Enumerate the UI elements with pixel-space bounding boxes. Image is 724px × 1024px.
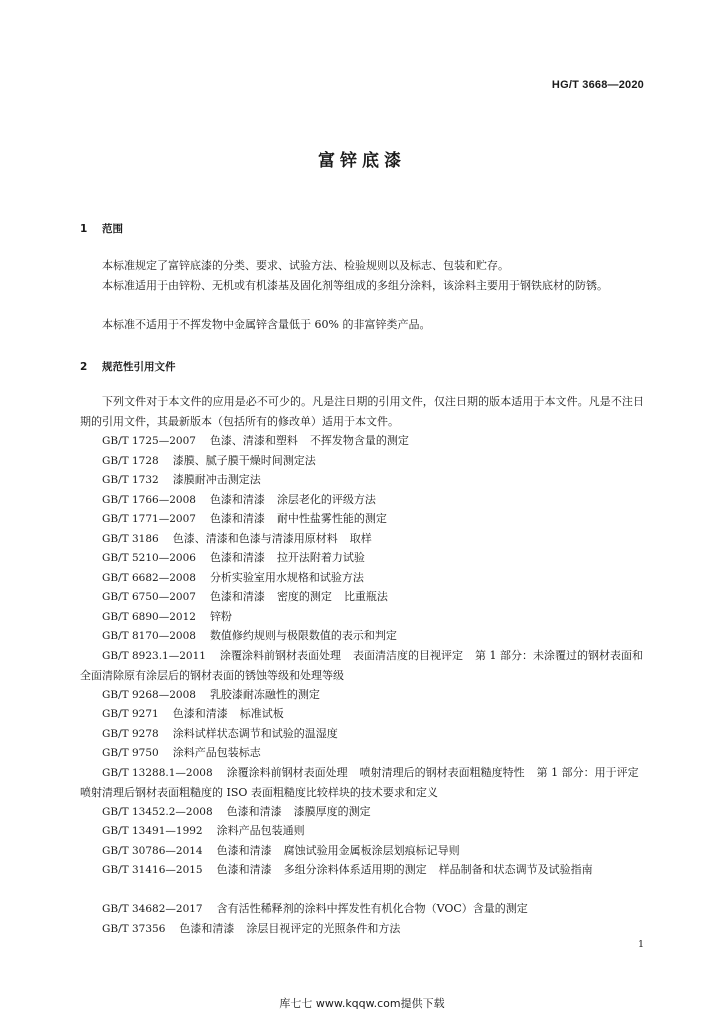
reference-code: GB/T 8923.1—2011 <box>102 649 206 662</box>
reference-item <box>80 841 644 862</box>
reference-item <box>80 529 644 550</box>
reference-title: 涂层老化的评级方法 <box>276 492 376 506</box>
reference-code: GB/T 13491—1992 <box>102 825 203 837</box>
reference-item <box>80 548 644 569</box>
reference-code: GB/T 34682—2017 <box>102 903 203 915</box>
reference-code: GB/T 6682—2008 <box>102 571 196 584</box>
reference-title: 分析实验室用水规格和试验方法 <box>209 570 364 584</box>
reference-title: 喷射清理后的钢材表面粗糙度特性 <box>359 765 525 779</box>
reference-title: 密度的测定 <box>276 590 332 603</box>
reference-title: 色漆和清漆 <box>209 512 265 525</box>
section-number: 1 <box>80 223 88 235</box>
reference-title: 涂料产品包装通则 <box>216 824 305 837</box>
reference-item <box>80 431 644 452</box>
reference-title: 色漆和清漆 <box>209 551 265 564</box>
reference-item <box>80 899 644 920</box>
reference-title: 色漆、清漆和色漆与清漆用原材料 <box>172 531 338 545</box>
reference-title: 漆膜厚度的测定 <box>293 804 371 818</box>
reference-code: GB/T 9271 <box>102 708 159 720</box>
reference-title: 第 1 部分：未涂覆过的钢材表面和全面清除原有涂层后的钢材表面的锈蚀等级和处理等级 <box>80 648 643 682</box>
scope-paragraph-1: 本标准规定了富锌底漆的分类、要求、试验方法、检验规则以及标志、包装和贮存。 <box>102 259 509 272</box>
reference-title: 耐中性盐雾性能的测定 <box>276 512 387 525</box>
reference-item <box>80 626 644 647</box>
reference-code: GB/T 1725—2007 <box>102 435 196 447</box>
reference-title: 色漆和清漆 <box>172 707 228 720</box>
reference-title: 色漆和清漆 <box>216 843 272 857</box>
reference-title: 样品制备和状态调节及试验指南 <box>438 863 593 876</box>
reference-title: 色漆和清漆 <box>216 863 272 876</box>
reference-title: 比重瓶法 <box>343 590 388 603</box>
reference-title: 涂料试样状态调节和试验的温湿度 <box>172 726 338 740</box>
reference-title: 锌粉 <box>209 609 232 623</box>
section-title: 范围 <box>102 223 123 235</box>
reference-item <box>80 646 644 686</box>
reference-title: 漆膜、腻子膜干燥时间测定法 <box>172 453 316 467</box>
section-number: 2 <box>80 361 88 373</box>
reference-code: GB/T 13452.2—2008 <box>102 805 213 818</box>
reference-code: GB/T 6890—2012 <box>102 610 196 623</box>
reference-title: 含有活性稀释剂的涂料中挥发性有机化合物（VOC）含量的测定 <box>216 902 528 915</box>
reference-code: GB/T 5210—2006 <box>102 552 196 564</box>
reference-code: GB/T 9278 <box>102 727 159 740</box>
reference-title: 涂覆涂料前钢材表面处理 <box>226 765 348 779</box>
reference-code: GB/T 9268—2008 <box>102 688 196 701</box>
page-number: 1 <box>637 939 644 950</box>
reference-item <box>80 470 644 491</box>
footer-watermark: 库七七 www.kqqw.com提供下载 <box>279 997 445 1010</box>
reference-item <box>80 860 644 881</box>
reference-title: 涂层目视评定的光照条件和方法 <box>246 921 401 935</box>
reference-item <box>80 490 644 511</box>
reference-code: GB/T 37356 <box>102 922 166 935</box>
reference-title: 多组分涂料体系适用期的测定 <box>283 863 427 876</box>
reference-item <box>80 607 644 628</box>
reference-title: 取样 <box>349 531 372 545</box>
document-title: 富锌底漆 <box>318 151 406 171</box>
scope-paragraph-2: 本标准适用于由锌粉、无机或有机漆基及固化剂等组成的多组分涂料，该涂料主要用于钢铁底材的防锈。 <box>102 279 608 292</box>
reference-title: 拉开法附着力试验 <box>276 551 365 564</box>
reference-code: GB/T 3186 <box>102 532 159 545</box>
reference-title: 不挥发物含量的测定 <box>309 434 409 447</box>
scope-paragraph-3: 本标准不适用于不挥发物中金属锌含量低于 60% 的非富锌类产品。 <box>102 318 431 331</box>
reference-item <box>80 724 644 745</box>
reference-item <box>80 919 644 940</box>
reference-title: 腐蚀试验用金属板涂层划痕标记导则 <box>283 843 460 857</box>
reference-title: 涂料产品包装标志 <box>172 746 261 759</box>
section-1-heading <box>80 221 123 236</box>
reference-item <box>80 451 644 472</box>
reference-code: GB/T 1732 <box>102 474 159 486</box>
reference-item <box>80 685 644 706</box>
reference-item <box>80 587 644 608</box>
section-2-heading <box>80 359 176 374</box>
reference-item <box>80 802 644 823</box>
reference-code: GB/T 31416—2015 <box>102 864 203 876</box>
reference-code: GB/T 8170—2008 <box>102 630 196 642</box>
reference-title: 数值修约规则与极限数值的表示和判定 <box>209 629 397 642</box>
reference-title: 表面清洁度的目视评定 <box>352 648 463 662</box>
reference-title: 色漆和清漆 <box>209 492 265 506</box>
reference-title: 涂覆涂料前钢材表面处理 <box>219 648 341 662</box>
reference-title: 色漆和清漆 <box>179 921 235 935</box>
reference-title: 色漆和清漆 <box>226 804 282 818</box>
reference-item <box>80 763 644 803</box>
reference-code: GB/T 30786—2014 <box>102 844 203 857</box>
reference-title: 标准试板 <box>239 707 284 720</box>
reference-item <box>80 704 644 725</box>
reference-code: GB/T 1766—2008 <box>102 493 196 506</box>
reference-code: GB/T 1771—2007 <box>102 513 196 525</box>
reference-code: GB/T 6750—2007 <box>102 591 196 603</box>
reference-code: GB/T 9750 <box>102 747 159 759</box>
reference-item <box>80 821 644 842</box>
reference-code: GB/T 13288.1—2008 <box>102 766 213 779</box>
reference-title: 色漆、清漆和塑料 <box>209 434 298 447</box>
reference-item <box>80 743 644 764</box>
section-title: 规范性引用文件 <box>102 361 176 373</box>
standard-number: HG/T 3668—2020 <box>551 79 644 91</box>
references-intro: 下列文件对于本文件的应用是必不可少的。凡是注日期的引用文件，仅注日期的版本适用于本文件。凡是不注日期的引用文件，其最新版本（包括所有的修改单）适用于本文件。 <box>80 395 644 428</box>
reference-item <box>80 509 644 530</box>
reference-title: 乳胶漆耐冻融性的测定 <box>209 687 320 701</box>
reference-code: GB/T 1728 <box>102 454 159 467</box>
reference-title: 第 1 部分：用于评定喷射清理后钢材表面粗糙度的 ISO 表面粗糙度比较样块的技术要求和定义 <box>80 765 639 799</box>
reference-item <box>80 568 644 589</box>
reference-title: 漆膜耐冲击测定法 <box>172 473 261 486</box>
reference-title: 色漆和清漆 <box>209 590 265 603</box>
